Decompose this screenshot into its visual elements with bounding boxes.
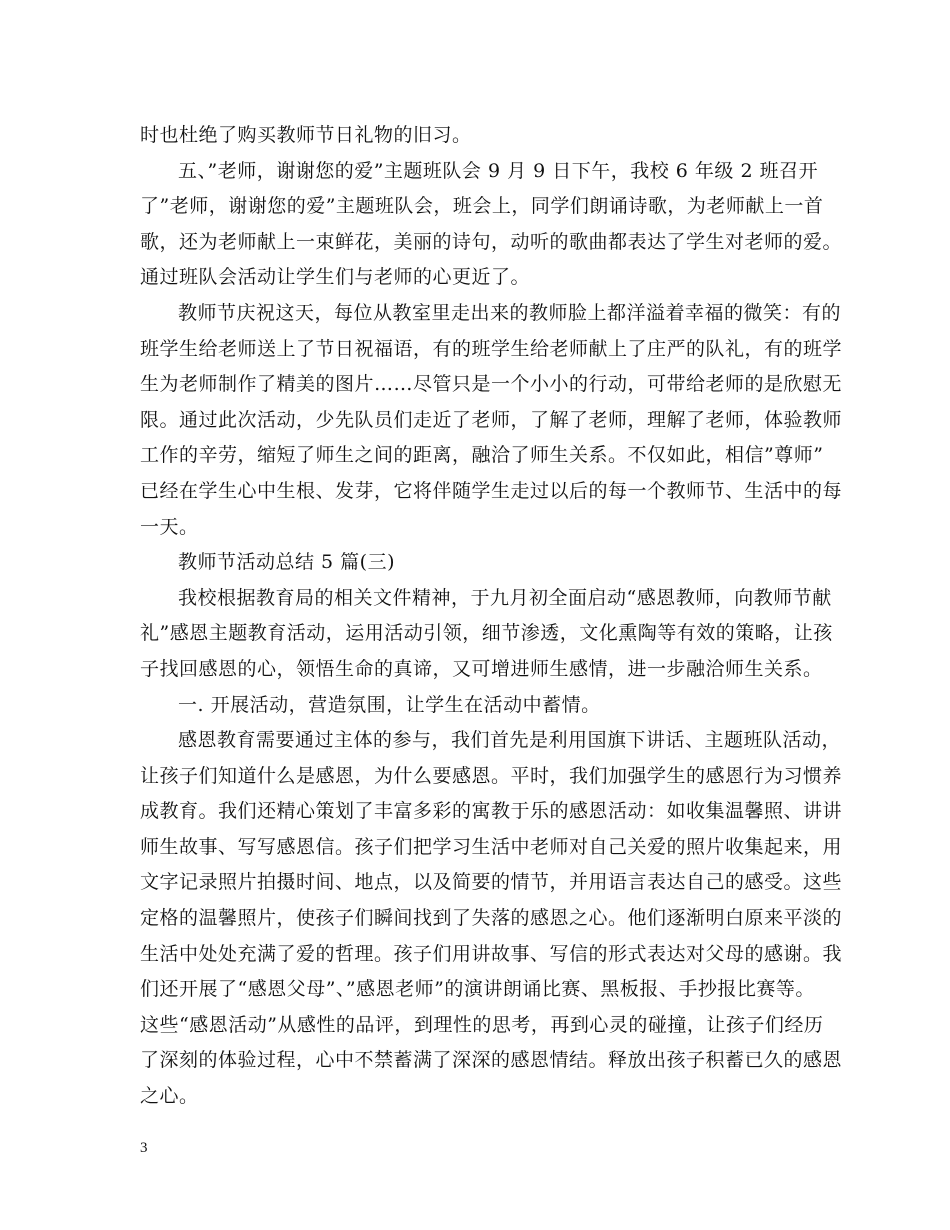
text-line: 让孩子们知道什么是感恩，为什么要感恩。平时，我们加强学生的感恩行为习惯养 bbox=[140, 764, 843, 787]
text-line: 我校根据教育局的相关文件精神，于九月初全面启动“感恩教师，向教师节献 bbox=[178, 586, 832, 609]
text-line: 礼”感恩主题教育活动，运用活动引领，细节渗透，文化熏陶等有效的策略，让孩 bbox=[140, 622, 833, 645]
text-line: 了深刻的体验过程，心中不禁蓄满了深深的感恩情结。释放出孩子积蓄已久的感恩 bbox=[140, 1049, 843, 1072]
text-line: 这些“感恩活动”从感性的品评，到理性的思考，再到心灵的碰撞，让孩子们经历 bbox=[140, 1013, 824, 1036]
page-number: 3 bbox=[140, 1140, 148, 1156]
text-line: 师生故事、写写感恩信。孩子们把学习生活中老师对自己关爱的照片收集起来，用 bbox=[140, 835, 843, 858]
text-line: 教师节庆祝这天，每位从教室里走出来的教师脸上都洋溢着幸福的微笑：有的 bbox=[178, 301, 842, 324]
text-line: 一天。 bbox=[140, 515, 199, 538]
text-line: 子找回感恩的心，领悟生命的真谛，又可增进师生感情，进一步融洽师生关系。 bbox=[140, 657, 823, 680]
text-line: 生为老师制作了精美的图片……尽管只是一个小小的行动，可带给老师的是欣慰无 bbox=[140, 373, 843, 396]
text-line: 们还开展了“感恩父母”、”感恩老师”的演讲朗诵比赛、黑板报、手抄报比赛等。 bbox=[140, 978, 815, 1001]
text-line: 一. 开展活动，营造氛围，让学生在活动中蓄情。 bbox=[178, 693, 601, 716]
text-line: 了”老师，谢谢您的爱”主题班队会，班会上，同学们朗诵诗歌，为老师献上一首 bbox=[140, 195, 824, 218]
text-line: 文字记录照片拍摄时间、地点，以及简要的情节，并用语言表达自己的感受。这些 bbox=[140, 871, 843, 894]
text-line: 已经在学生心中生根、发芽，它将伴随学生走过以后的每一个教师节、生活中的每 bbox=[140, 479, 843, 502]
body-text bbox=[140, 118, 843, 1115]
text-line: 五、”老师，谢谢您的爱”主题班队会 9 月 9 日下午，我校 6 年级 2 班召开 bbox=[178, 159, 819, 182]
text-line: 感恩教育需要通过主体的参与，我们首先是利用国旗下讲话、主题班队活动， bbox=[178, 729, 842, 752]
text-line: 教师节活动总结 5 篇(三) bbox=[178, 551, 395, 574]
text-line: 工作的辛劳，缩短了师生之间的距离，融洽了师生关系。不仅如此，相信”尊师” bbox=[140, 444, 824, 467]
text-line: 成教育。我们还精心策划了丰富多彩的寓教于乐的感恩活动：如收集温馨照、讲讲 bbox=[140, 800, 843, 823]
text-line: 班学生给老师送上了节日祝福语，有的班学生给老师献上了庄严的队礼，有的班学 bbox=[140, 337, 843, 360]
text-line: 歌，还为老师献上一束鲜花，美丽的诗句，动听的歌曲都表达了学生对老师的爱。 bbox=[140, 230, 843, 253]
text-line: 时也杜绝了购买教师节日礼物的旧习。 bbox=[140, 124, 472, 146]
text-line: 限。通过此次活动，少先队员们走近了老师，了解了老师，理解了老师，体验教师 bbox=[140, 408, 843, 431]
text-line: 之心。 bbox=[140, 1085, 199, 1108]
text-line: 定格的温馨照片，使孩子们瞬间找到了失落的感恩之心。他们逐渐明白原来平淡的 bbox=[140, 907, 843, 930]
text-line: 通过班队会活动让学生们与老师的心更近了。 bbox=[140, 266, 531, 289]
text-line: 生活中处处充满了爱的哲理。孩子们用讲故事、写信的形式表达对父母的感谢。我 bbox=[140, 942, 843, 965]
